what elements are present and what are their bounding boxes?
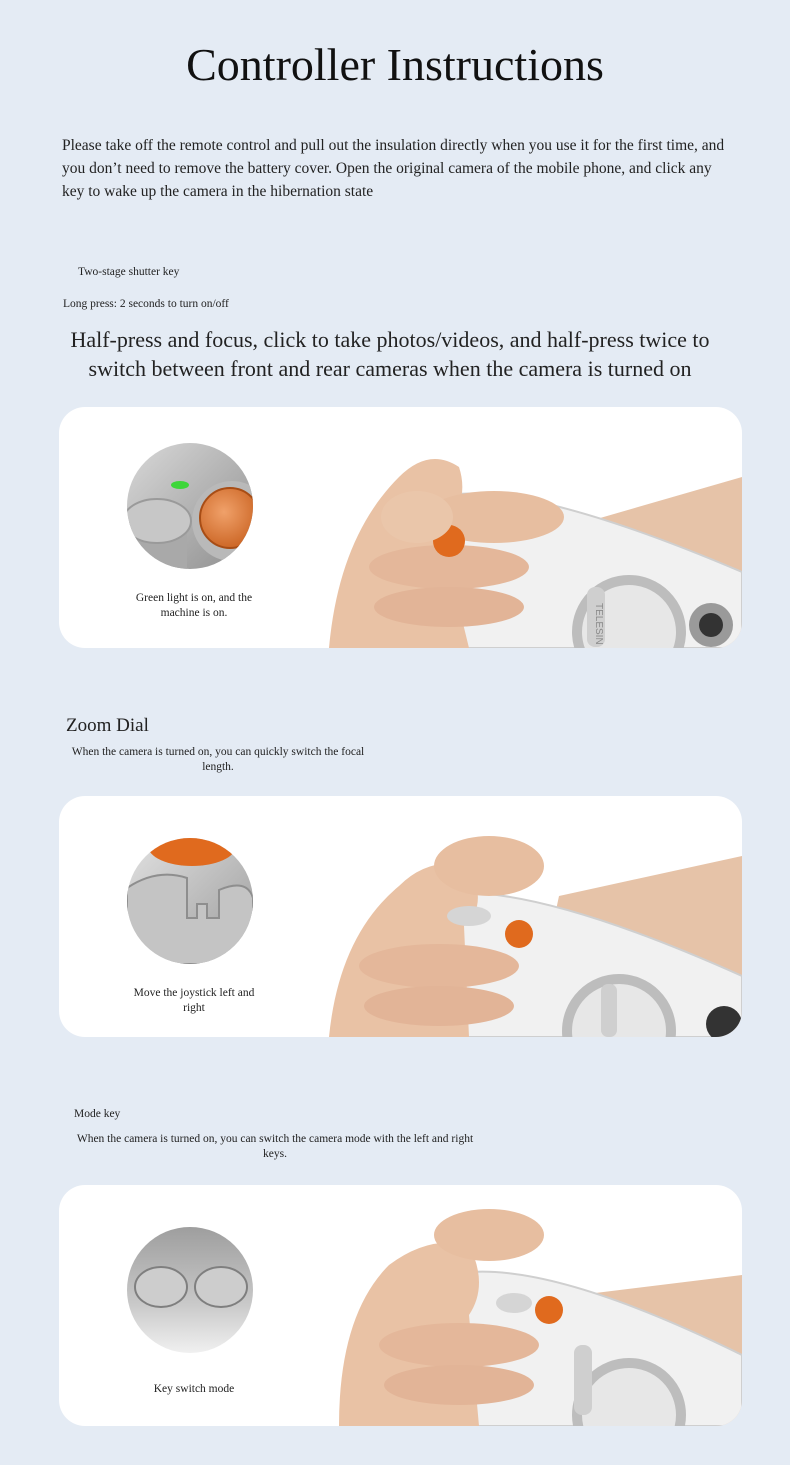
shutter-card: [59, 407, 742, 648]
zoom-dial-heading: Zoom Dial: [66, 715, 149, 736]
shutter-closeup-image: [127, 443, 253, 569]
shutter-key-label: Two-stage shutter key: [78, 266, 180, 278]
shutter-caption-line2: machine is on.: [160, 607, 228, 619]
zoom-caption-line1: Move the joystick left and: [133, 987, 255, 999]
shutter-caption-line1: Green light is on, and the: [135, 592, 253, 604]
zoom-caption-line2: right: [183, 1002, 205, 1014]
zoom-closeup-image: [127, 838, 253, 964]
hand-rotating-zoom-dial-image: [319, 796, 742, 1037]
hand-pressing-shutter-image: [319, 407, 742, 648]
zoom-card: [59, 796, 742, 1037]
mode-description-line2: keys.: [263, 1148, 287, 1160]
intro-paragraph: Please take off the remote control and pull out the insulation directly when you use it for the first time, and you don’t need to remove the battery cover. Open the original camera of the mobile phone, and click any key to wake up the camera in the hibernation state: [62, 137, 725, 200]
brand-logo: TELESIN: [593, 603, 604, 645]
mode-caption: Key switch mode: [153, 1383, 235, 1395]
shutter-description: Half-press and focus, click to take photos/videos, and half-press twice to switch between front and rear cameras when the camera is turned on: [70, 327, 710, 381]
mode-closeup-image: [127, 1227, 253, 1353]
zoom-description-line2: length.: [202, 761, 234, 773]
hand-pressing-mode-key-image: [319, 1185, 742, 1426]
mode-description-line1: When the camera is turned on, you can switch the camera mode with the left and right: [76, 1133, 474, 1145]
page-title: Controller Instructions: [186, 39, 604, 90]
long-press-label: Long press: 2 seconds to turn on/off: [63, 298, 229, 310]
mode-key-heading: Mode key: [74, 1108, 121, 1120]
zoom-description-line1: When the camera is turned on, you can quickly switch the focal: [71, 746, 365, 758]
mode-card: [59, 1185, 742, 1426]
